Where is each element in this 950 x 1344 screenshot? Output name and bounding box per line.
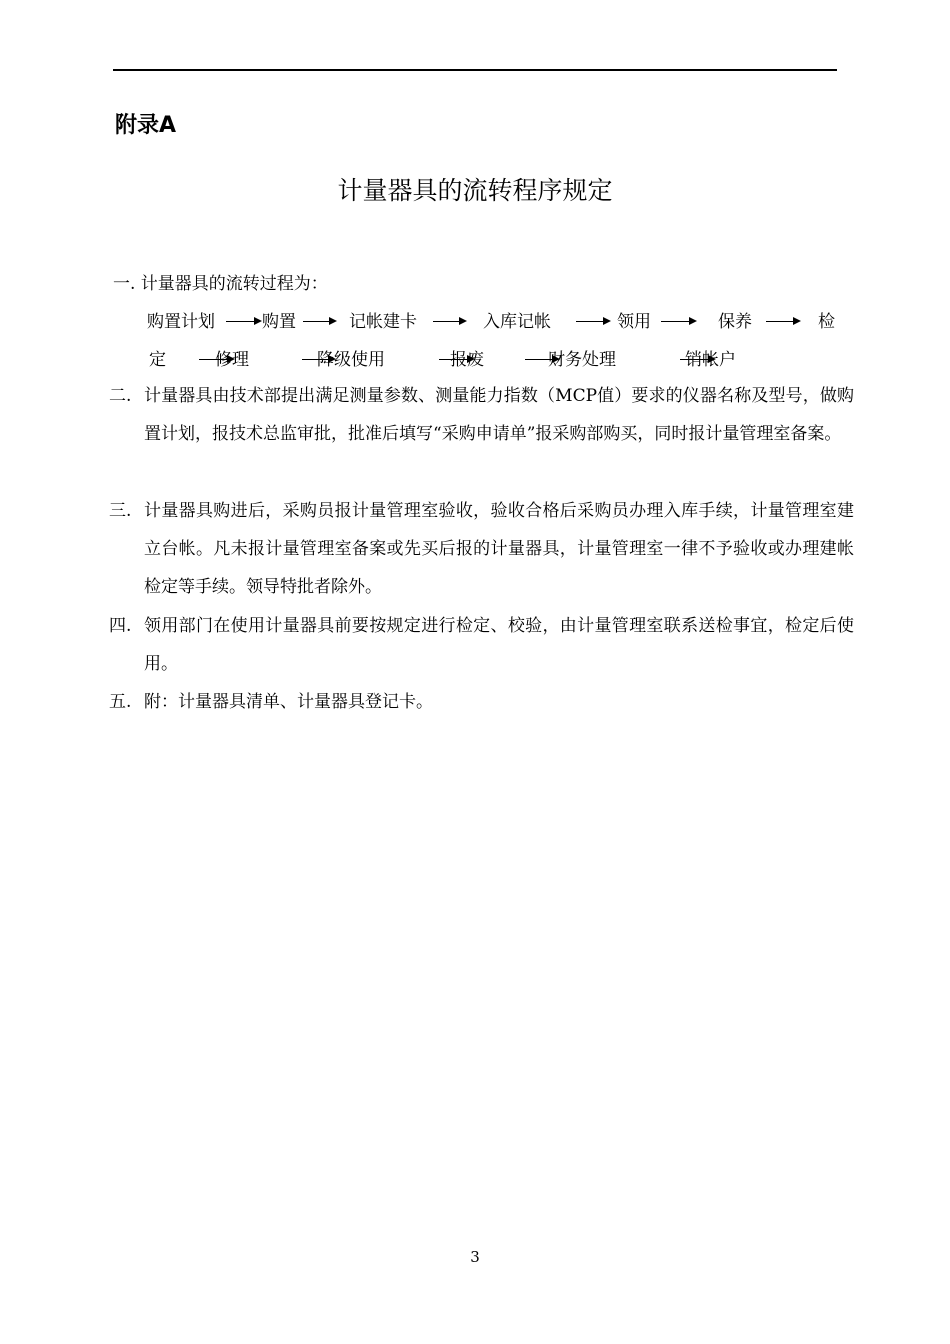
section-number: 五.: [109, 692, 132, 712]
flow-arrow-icon: [433, 321, 465, 322]
flow-arrow-icon: [766, 321, 799, 322]
flow-step: 领用: [617, 312, 651, 332]
flow-step: 报废: [450, 350, 484, 370]
section-number: 二.: [109, 386, 132, 406]
flow-arrow-icon: [661, 321, 695, 322]
flow-step: 购置计划: [147, 312, 215, 332]
flow-step: 修理: [215, 350, 249, 370]
flow-row-1: [147, 308, 837, 336]
flow-step: 检: [818, 312, 835, 332]
section-number: 四.: [109, 616, 132, 636]
flow-step: 降级使用: [317, 350, 385, 370]
flow-step: 财务处理: [548, 350, 616, 370]
section-text: 领用部门在使用计量器具前要按规定进行检定、校验，由计量管理室联系送检事宜，检定后使用。: [144, 616, 854, 674]
flow-arrow-icon: [576, 321, 609, 322]
flow-step: 保养: [718, 312, 752, 332]
header-rule: [113, 69, 837, 71]
flow-arrow-icon: [226, 321, 260, 322]
section-text: 计量器具购进后，采购员报计量管理室验收，验收合格后采购员办理入库手续，计量管理室建立台帐。凡未报计量管理室备案或先买后报的计量器具，计量管理室一律不予验收或办理建帐检定等手续。领导特批者除外。: [144, 501, 854, 597]
section-three: [109, 492, 854, 606]
flow-row-2: [147, 346, 837, 374]
section-four: [109, 607, 854, 683]
flow-step: 购置: [262, 312, 296, 332]
section-two: [109, 377, 854, 453]
section-text: 计量器具由技术部提出满足测量参数、测量能力指数（MCP值）要求的仪器名称及型号，做购置计划，报技术总监审批，批准后填写“采购申请单”报采购部购买，同时报计量管理室备案。: [144, 386, 854, 444]
flow-step: 定: [149, 350, 166, 370]
flow-step: 入库记帐: [483, 312, 551, 332]
section-number: 三.: [109, 501, 132, 521]
section-text: 附：计量器具清单、计量器具登记卡。: [144, 692, 433, 712]
document-title: 计量器具的流转程序规定: [337, 176, 613, 205]
section-one-heading: 一. 计量器具的流转过程为：: [113, 274, 328, 294]
flow-step: 记帐建卡: [349, 312, 417, 332]
appendix-label: 附录A: [115, 113, 177, 138]
page-number: 3: [470, 1248, 480, 1266]
section-five: [109, 683, 854, 721]
flow-arrow-icon: [303, 321, 335, 322]
flow-step: 销帐户: [685, 350, 736, 370]
